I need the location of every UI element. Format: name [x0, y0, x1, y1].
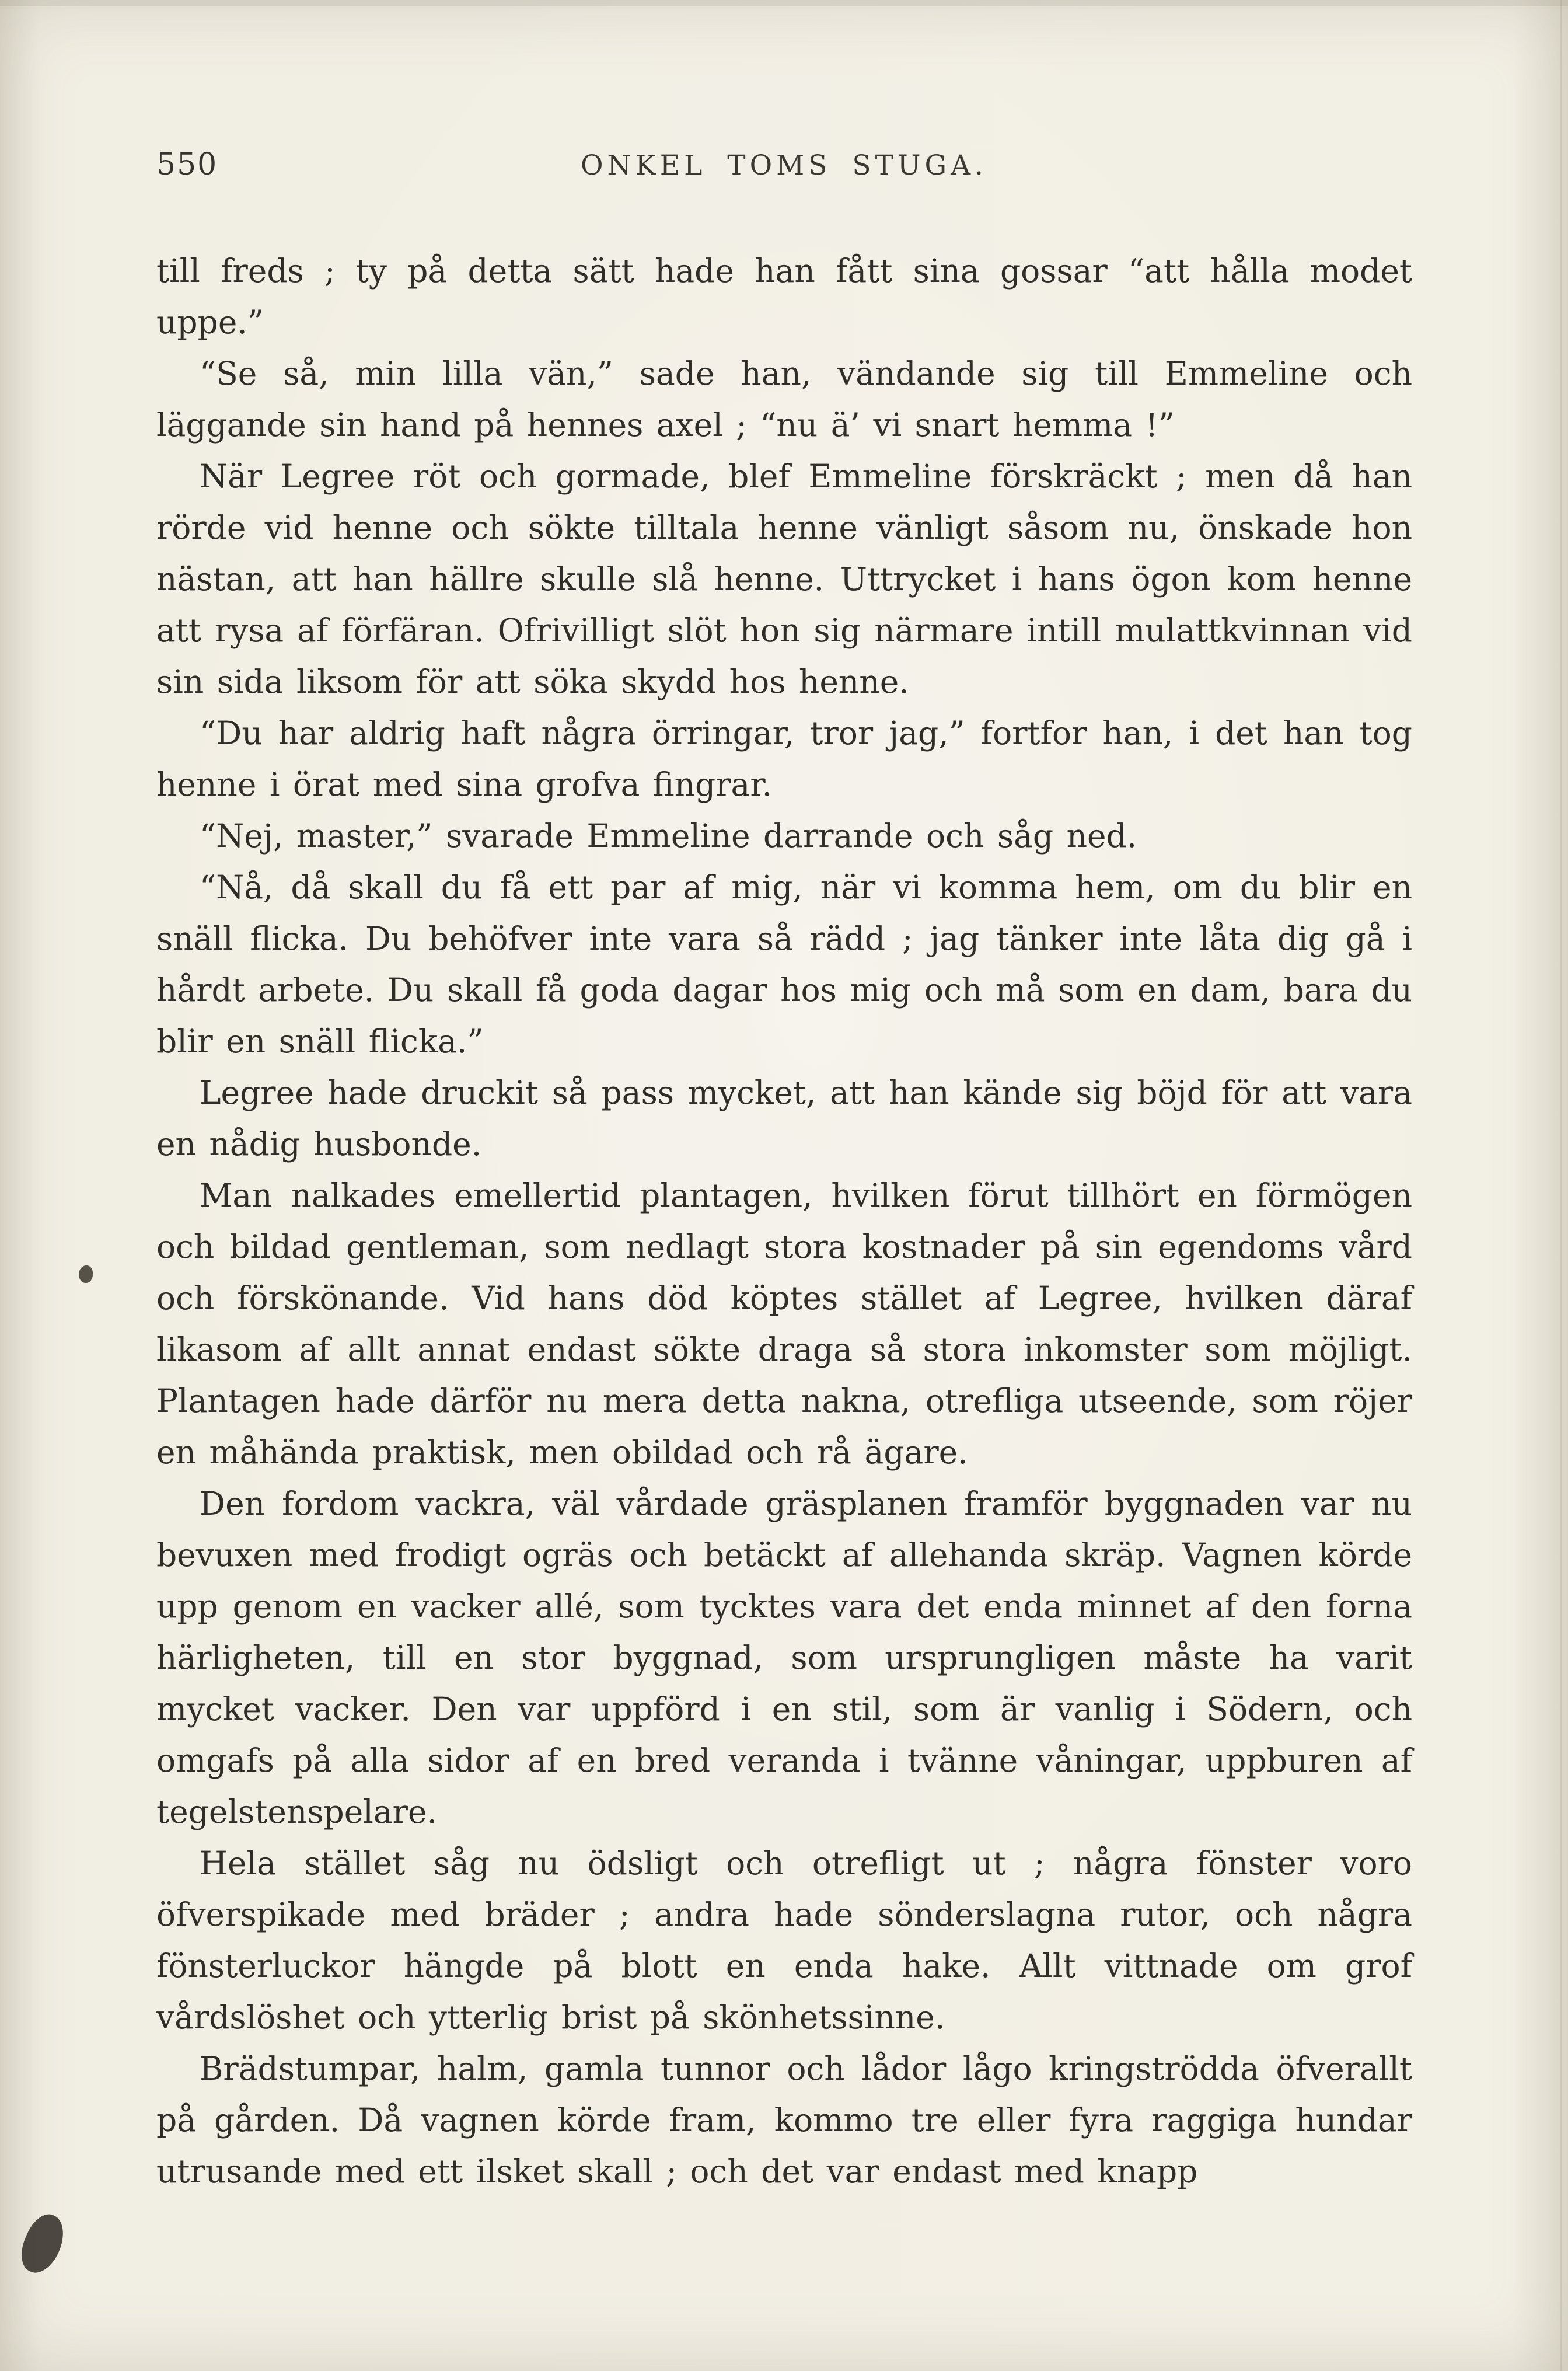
- paragraph: Man nalkades emellertid plantagen, hvilken förut tillhört en förmögen och bildad gentleman, som nedlagt stora kostnader på sin egendoms vård och förskönande. Vid hans död köptes stället af Legree, hvilken däraf likasom af allt annat endast sökte draga så stora inkomster som möjligt. Plantagen hade därför nu mera detta nakna, otrefliga utseende, som röjer en måhända praktisk, men obildad och rå ägare.: [156, 1177, 1412, 1471]
- running-header: ONKEL TOMS STUGA.: [581, 149, 987, 182]
- paragraph: “Nej, master,” svarade Emmeline darrande och såg ned.: [200, 817, 1137, 855]
- page-body: [156, 245, 1412, 2197]
- ink-speck: [79, 1265, 93, 1283]
- ink-smudge: [14, 2209, 72, 2279]
- paragraph: Hela stället såg nu ödsligt och otrefligt ut ; några fönster voro öfverspikade med bräder ; andra hade sönderslagna rutor, och några fönsterluckor hängde på blott en enda hake. Allt vittnade om grof vårdslöshet och ytterlig brist på skönhetssinne.: [156, 1845, 1412, 2036]
- paragraph: “Se så, min lilla vän,” sade han, vändande sig till Emmeline och läggande sin hand på hennes axel ; “nu ä’ vi snart hemma !”: [156, 355, 1412, 444]
- page-header: [156, 147, 1412, 189]
- paragraph: När Legree röt och gormade, blef Emmeline förskräckt ; men då han rörde vid henne och sökte tilltala henne vänligt såsom nu, önskade hon nästan, att han hällre skulle slå henne. Uttrycket i hans ögon kom henne att rysa af förfäran. Ofrivilligt slöt hon sig närmare intill mulattkvinnan vid sin sida liksom för att söka skydd hos henne.: [156, 458, 1412, 700]
- paragraph: Legree hade druckit så pass mycket, att han kände sig böjd för att vara en nådig husbonde.: [156, 1074, 1412, 1163]
- page-number: 550: [156, 147, 218, 182]
- scan-edge-artifact: [1560, 0, 1562, 2371]
- paragraph: Den fordom vackra, väl vårdade gräsplanen framför byggnaden var nu bevuxen med frodigt ogräs och betäckt af allehanda skräp. Vagnen körde upp genom en vacker allé, som tycktes vara det enda minnet af den forna härligheten, till en stor byggnad, som ursprungligen måste ha varit mycket vacker. Den var uppförd i en stil, som är vanlig i Södern, och omgafs på alla sidor af en bred veranda i tvänne våningar, uppburen af tegelstenspelare.: [156, 1485, 1412, 1830]
- paragraph: till freds ; ty på detta sätt hade han fått sina gossar “att hålla modet uppe.”: [156, 252, 1412, 341]
- paragraph: “Nå, då skall du få ett par af mig, när vi komma hem, om du blir en snäll flicka. Du behöfver inte vara så rädd ; jag tänker inte låta dig gå i hårdt arbete. Du skall få goda dagar hos mig och må som en dam, bara du blir en snäll flicka.”: [156, 869, 1412, 1060]
- paragraph: “Du har aldrig haft några örringar, tror jag,” fortfor han, i det han tog henne i örat med sina grofva fingrar.: [156, 714, 1412, 803]
- paragraph: Brädstumpar, halm, gamla tunnor och lådor lågo kringströdda öfverallt på gården. Då vagnen körde fram, kommo tre eller fyra raggiga hundar utrusande med ett ilsket skall ; och det var endast med knapp: [156, 2050, 1412, 2190]
